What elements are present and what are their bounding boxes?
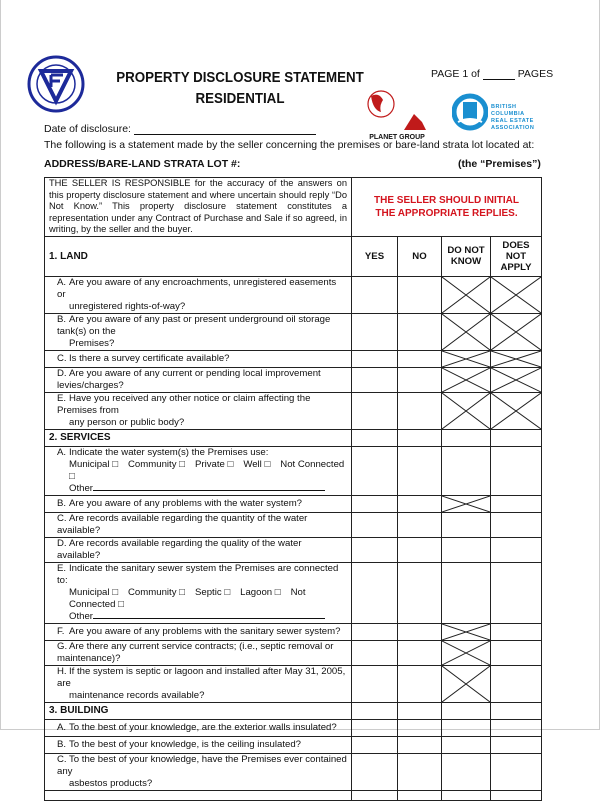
no-cell[interactable] (398, 665, 442, 702)
question-text: To the best of your knowledge, is the ceiling insulated? (69, 738, 301, 750)
option-checkbox[interactable]: Community □ (128, 458, 185, 470)
not-applicable-cross (491, 393, 541, 429)
question (45, 276, 352, 313)
table-row (45, 562, 542, 623)
question (45, 736, 352, 753)
yes-cell[interactable] (352, 446, 398, 495)
instruction-line-1: THE SELLER SHOULD INITIAL (374, 194, 519, 206)
question-text-cont: asbestos products? (69, 777, 153, 789)
date-of-disclosure (44, 123, 316, 135)
no-cell[interactable] (398, 753, 442, 790)
answer-cell[interactable] (491, 429, 542, 446)
does-not-apply-cell (491, 313, 542, 350)
pages-total-field[interactable] (483, 79, 515, 80)
question-text: Are you aware of any problems with the sanitary sewer system? (69, 625, 341, 637)
does-not-apply-cell (491, 392, 542, 429)
do-not-know-cell (442, 313, 491, 350)
yes-cell[interactable] (352, 313, 398, 350)
do-not-know-cell (442, 276, 491, 313)
statement-text: The following is a statement made by the seller concerning the premises or bare-land strata lot located at: (44, 139, 535, 151)
bcrea-logo (452, 92, 547, 132)
question-letter: B. (57, 313, 67, 325)
yes-cell[interactable] (352, 640, 398, 665)
address-label: ADDRESS/BARE-LAND STRATA LOT #: (44, 158, 241, 170)
table-row (45, 736, 542, 753)
do-not-know-cell[interactable] (442, 537, 491, 562)
question-text: Are records available regarding the quality of the water available? (57, 537, 302, 561)
not-applicable-cross (442, 351, 490, 367)
do-not-know-cell[interactable] (442, 753, 491, 790)
no-cell[interactable] (398, 392, 442, 429)
not-applicable-cross (442, 666, 490, 702)
option-checkbox[interactable]: Not Connected □ (69, 586, 306, 610)
yes-cell[interactable] (352, 276, 398, 313)
question-letter: B. (57, 738, 67, 750)
yes-cell[interactable] (352, 392, 398, 429)
table-row (45, 753, 542, 790)
not-applicable-cross (442, 496, 490, 512)
do-not-know-cell[interactable] (442, 736, 491, 753)
question (45, 446, 352, 495)
do-not-know-cell (442, 495, 491, 512)
yes-cell[interactable] (352, 736, 398, 753)
question-letter: D. (57, 367, 67, 379)
answer-cell[interactable] (491, 702, 542, 719)
date-label: Date of disclosure: (44, 123, 131, 135)
question-text: Are you aware of any current or pending local improvement levies/charges? (57, 367, 321, 391)
no-cell[interactable] (398, 736, 442, 753)
question-letter: C. (57, 753, 67, 765)
option-checkbox[interactable]: Well □ (243, 458, 271, 470)
section-title: 1. LAND (45, 236, 352, 276)
title-line-1: PROPERTY DISCLOSURE STATEMENT (116, 70, 364, 86)
answer-cell[interactable] (442, 702, 491, 719)
bcrea-line-2: REAL ESTATE (491, 118, 534, 124)
not-applicable-cross (491, 351, 541, 367)
question-letter: C. (57, 512, 67, 524)
option-checkbox[interactable]: Municipal □ (69, 586, 118, 598)
question (45, 495, 352, 512)
column-header-no: NO (398, 236, 442, 276)
table-row (45, 495, 542, 512)
not-applicable-cross (442, 314, 490, 350)
yes-cell[interactable] (352, 537, 398, 562)
question (45, 367, 352, 392)
option-checkbox[interactable]: Community □ (128, 586, 185, 598)
no-cell[interactable] (398, 313, 442, 350)
table-row (45, 350, 542, 367)
no-cell[interactable] (398, 367, 442, 392)
no-cell[interactable] (398, 512, 442, 537)
does-not-apply-cell[interactable] (491, 562, 542, 623)
question-letter: E. (57, 392, 67, 404)
do-not-know-cell[interactable] (442, 562, 491, 623)
table-row (45, 392, 542, 429)
initial-instruction (352, 178, 542, 237)
not-applicable-cross (442, 624, 490, 640)
question-text-cont: any person or public body? (69, 416, 185, 428)
question (45, 537, 352, 562)
bcrea-line-1: BRITISH COLUMBIA (491, 104, 525, 117)
yes-cell[interactable] (352, 367, 398, 392)
no-cell[interactable] (398, 446, 442, 495)
not-applicable-cross (491, 314, 541, 350)
yes-cell[interactable] (352, 350, 398, 367)
title-line-2: RESIDENTIAL (195, 91, 285, 107)
yes-cell[interactable] (352, 623, 398, 640)
answer-cell[interactable] (442, 429, 491, 446)
table-row (45, 640, 542, 665)
yes-cell[interactable] (352, 512, 398, 537)
table-row (45, 665, 542, 702)
table-row (45, 537, 542, 562)
do-not-know-cell[interactable] (442, 446, 491, 495)
does-not-apply-cell[interactable] (491, 512, 542, 537)
question-letter: C. (57, 352, 67, 364)
question-letter: H. (57, 665, 67, 677)
question (45, 562, 352, 623)
question (45, 392, 352, 429)
no-cell[interactable] (398, 640, 442, 665)
option-checkbox[interactable]: Lagoon □ (240, 586, 281, 598)
no-cell[interactable] (398, 276, 442, 313)
answer-cell[interactable] (398, 429, 442, 446)
option-checkbox[interactable]: Municipal □ (69, 458, 118, 470)
question-text: Indicate the water system(s) the Premises use: (69, 446, 269, 458)
page-count (431, 68, 553, 80)
other-field[interactable] (57, 611, 347, 623)
does-not-apply-cell[interactable] (491, 446, 542, 495)
does-not-apply-cell[interactable] (491, 736, 542, 753)
question-text: To the best of your knowledge, are the exterior walls insulated? (69, 721, 337, 733)
question-letter: E. (57, 562, 67, 574)
other-label: Other (69, 610, 93, 622)
do-not-know-cell (442, 665, 491, 702)
answer-cell[interactable] (352, 429, 398, 446)
does-not-apply-cell (491, 276, 542, 313)
bcrea-line-3: ASSOCIATION (491, 125, 535, 131)
date-field[interactable] (134, 134, 316, 135)
does-not-apply-cell[interactable] (491, 665, 542, 702)
question-text-cont: unregistered rights-of-way? (69, 300, 186, 312)
answer-cell[interactable] (352, 702, 398, 719)
question-letter: A. (57, 276, 67, 288)
question-text: If the system is septic or lagoon and installed after May 31, 2005, are (57, 665, 346, 689)
do-not-know-cell[interactable] (442, 719, 491, 736)
option-checkbox[interactable]: Septic □ (194, 586, 231, 598)
question-text: Is there a survey certificate available? (69, 352, 230, 364)
column-header-dnk: DO NOT KNOW (442, 236, 491, 276)
table-row (45, 446, 542, 495)
question (45, 719, 352, 736)
question-text-cont: maintenance records available? (69, 689, 205, 701)
question (45, 512, 352, 537)
table-row (45, 719, 542, 736)
do-not-know-cell[interactable] (442, 512, 491, 537)
page-label: PAGE 1 of (431, 68, 480, 80)
not-applicable-cross (442, 368, 490, 392)
table-row (45, 623, 542, 640)
table-row (45, 276, 542, 313)
option-list (57, 587, 347, 611)
table-row (45, 313, 542, 350)
does-not-apply-cell[interactable] (491, 719, 542, 736)
disclosure-table (44, 177, 542, 801)
fvreb-logo (27, 55, 85, 113)
question-text-cont: Premises? (69, 337, 115, 349)
no-cell[interactable] (398, 719, 442, 736)
question-text: Are there any current service contracts; (i.e., septic removal or maintenance)? (57, 640, 334, 664)
planet-group-logo (364, 84, 430, 140)
question-letter: G. (57, 640, 68, 652)
do-not-know-cell (442, 350, 491, 367)
column-header-yes: YES (352, 236, 398, 276)
question (45, 623, 352, 640)
section-title: 2. SERVICES (45, 429, 352, 446)
yes-cell[interactable] (352, 753, 398, 790)
does-not-apply-cell[interactable] (491, 753, 542, 790)
question-text: Are you aware of any problems with the water system? (69, 497, 303, 509)
not-applicable-cross (442, 393, 490, 429)
option-checkbox[interactable]: Private □ (194, 458, 234, 470)
do-not-know-cell (442, 367, 491, 392)
pages-label: PAGES (517, 68, 554, 80)
question (45, 640, 352, 665)
question-letter: D. (57, 537, 67, 549)
column-header-dna: DOES NOT APPLY (491, 236, 542, 276)
does-not-apply-cell[interactable] (491, 623, 542, 640)
yes-cell[interactable] (352, 562, 398, 623)
yes-cell[interactable] (352, 665, 398, 702)
question-text: Have you received any other notice or claim affecting the Premises from (57, 392, 311, 416)
table-row-cut (45, 790, 542, 800)
does-not-apply-cell[interactable] (491, 640, 542, 665)
other-label: Other (69, 482, 93, 494)
not-applicable-cross (491, 277, 541, 313)
question-letter: B. (57, 497, 67, 509)
question-letter: A. (57, 446, 67, 458)
question-text: Are you aware of any past or present underground oil storage tank(s) on the (57, 313, 331, 337)
no-cell[interactable] (398, 623, 442, 640)
question (45, 313, 352, 350)
yes-cell[interactable] (352, 719, 398, 736)
table-row (45, 367, 542, 392)
no-cell[interactable] (398, 537, 442, 562)
question-text: Are you aware of any encroachments, unregistered easements or (57, 276, 337, 300)
not-applicable-cross (442, 277, 490, 313)
question-letter: A. (57, 721, 67, 733)
not-applicable-cross (491, 368, 541, 392)
answer-cell[interactable] (398, 702, 442, 719)
does-not-apply-cell (491, 350, 542, 367)
no-cell[interactable] (398, 495, 442, 512)
no-cell[interactable] (398, 350, 442, 367)
question-text: To the best of your knowledge, have the Premises ever contained any (57, 753, 347, 777)
question (45, 665, 352, 702)
planet-group-label: PLANET GROUP (369, 134, 425, 141)
no-cell[interactable] (398, 562, 442, 623)
does-not-apply-cell[interactable] (491, 537, 542, 562)
table-row (45, 512, 542, 537)
option-list (57, 459, 347, 483)
section-title: 3. BUILDING (45, 702, 352, 719)
intro-text: THE SELLER IS RESPONSIBLE for the accuracy of the answers on this property disclosure statement and where uncertain should reply “Do Not Know.” This property disclosure statement constitutes a representation under any Contract of Purchase and Sale if so agreed, in writing, by the seller and the buyer. (45, 178, 352, 237)
instruction-line-2: THE APPROPRIATE REPLIES. (375, 207, 518, 219)
premises-label: (the “Premises”) (458, 158, 541, 170)
question-text: Indicate the sanitary sewer system the Premises are connected to: (57, 562, 339, 586)
do-not-know-cell (442, 640, 491, 665)
not-applicable-cross (442, 641, 490, 665)
question-letter: F. (57, 625, 65, 637)
question (45, 350, 352, 367)
question (45, 753, 352, 790)
other-field[interactable] (57, 483, 347, 495)
question-text: Are records available regarding the quantity of the water available? (57, 512, 308, 536)
does-not-apply-cell (491, 367, 542, 392)
do-not-know-cell (442, 392, 491, 429)
yes-cell[interactable] (352, 495, 398, 512)
option-checkbox[interactable]: Not Connected □ (69, 458, 345, 482)
does-not-apply-cell[interactable] (491, 495, 542, 512)
do-not-know-cell (442, 623, 491, 640)
